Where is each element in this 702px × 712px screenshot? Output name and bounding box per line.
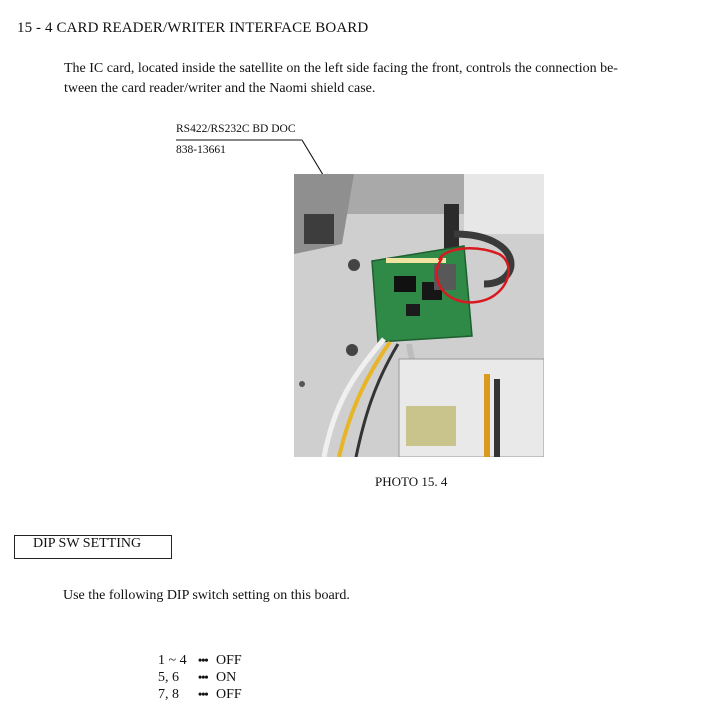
dip-state: OFF — [216, 687, 242, 702]
dip-setting-row — [158, 669, 236, 686]
dip-separator: ••• — [198, 687, 208, 701]
dip-switches: 7, 8 — [158, 687, 179, 702]
section-title: 15 - 4 CARD READER/WRITER INTERFACE BOARD — [17, 20, 369, 36]
callout-part-number: 838-13661 — [176, 144, 226, 156]
callout-board-name: RS422/RS232C BD DOC — [176, 123, 296, 135]
dip-setting-row — [158, 686, 242, 703]
dip-setting-row — [158, 652, 242, 669]
dip-instruction: Use the following DIP switch setting on this board. — [63, 588, 350, 603]
intro-line-2: tween the card reader/writer and the Naomi shield case. — [64, 81, 376, 96]
board-photo — [294, 174, 544, 457]
board-photo-illustration — [294, 174, 544, 457]
photo-caption: PHOTO 15. 4 — [375, 474, 448, 489]
dip-state: ON — [216, 670, 237, 685]
dip-separator: ••• — [198, 653, 208, 667]
dip-separator: ••• — [198, 670, 208, 684]
dip-heading: DIP SW SETTING — [33, 536, 142, 551]
dip-state: OFF — [216, 653, 242, 668]
dip-switches: 1 ~ 4 — [158, 653, 187, 668]
dip-switches: 5, 6 — [158, 670, 179, 685]
intro-line-1: The IC card, located inside the satellite on the left side facing the front, controls the connection be- — [64, 61, 618, 76]
